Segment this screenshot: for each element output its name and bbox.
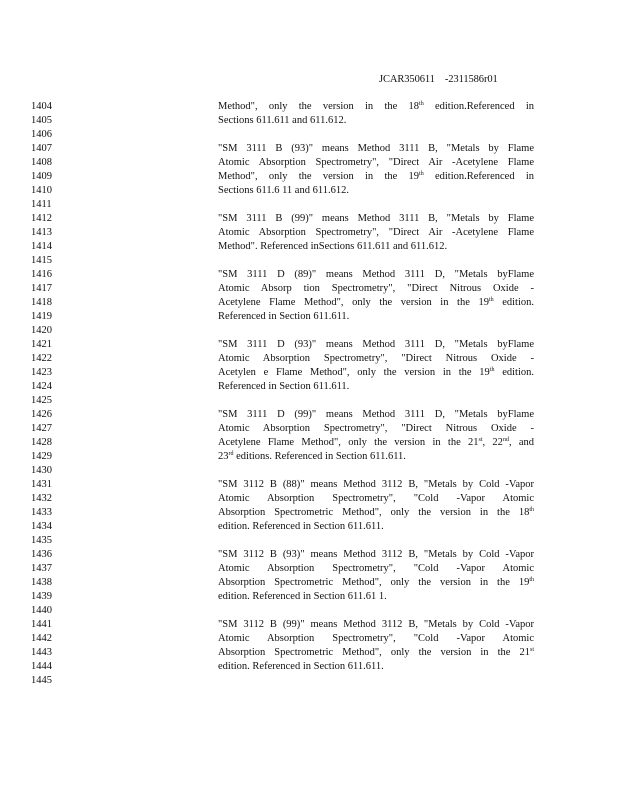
line-text	[218, 156, 534, 170]
text-run: edition.	[493, 297, 534, 308]
line-number: 1406	[31, 129, 52, 140]
line-text	[218, 366, 534, 380]
text-run: Acetylene Flame Method", only the version in the 19	[218, 297, 489, 308]
text-run: edition. Referenced in Section 611.61 1.	[218, 591, 387, 602]
text-run: edition.Referenced in	[423, 171, 534, 182]
text-run: Absorption Spectrometric Method", only the version in the 21	[218, 647, 530, 658]
text-run: , and	[508, 437, 535, 448]
line-number: 1407	[31, 143, 52, 154]
line-text	[218, 590, 534, 604]
text-run: Absorption Spectrometric Method", only the version in the 19	[218, 577, 530, 588]
ordinal-suffix: th	[488, 297, 494, 303]
line-text	[218, 100, 534, 114]
ordinal-suffix: th	[419, 171, 424, 177]
text-run: Atomic Absorption Spectrometry", "Cold -Vapor Atomic	[218, 493, 534, 504]
text-run: edition.	[494, 367, 534, 378]
text-run: Atomic Absorption Spectrometry", "Cold -Vapor Atomic	[218, 563, 534, 574]
line-text	[218, 296, 534, 310]
line-number: 1416	[31, 269, 52, 280]
text-run: Atomic Absorption Spectrometry", "Direct Air -Acetylene Flame	[218, 157, 534, 168]
ordinal-suffix: th	[529, 577, 534, 583]
line-number: 1425	[31, 395, 52, 406]
line-text	[218, 338, 534, 352]
line-number: 1422	[31, 353, 52, 364]
line-text	[218, 408, 534, 422]
text-run: edition.Referenced in	[423, 101, 534, 112]
ordinal-suffix: st	[529, 647, 534, 653]
text-run: Method", only the version in the 18	[218, 101, 420, 112]
line-number: 1405	[31, 115, 52, 126]
line-number: 1427	[31, 423, 52, 434]
line-number: 1412	[31, 213, 52, 224]
text-run: Sections 611.611 and 611.612.	[218, 115, 347, 126]
line-number: 1415	[31, 255, 52, 266]
text-run: Atomic Absorption Spectrometry", "Cold -Vapor Atomic	[218, 633, 534, 644]
line-number: 1411	[31, 199, 52, 210]
line-text	[218, 226, 534, 240]
line-number: 1445	[31, 675, 52, 686]
ordinal-suffix: nd	[502, 437, 509, 443]
line-text	[218, 422, 534, 436]
line-number: 1438	[31, 577, 52, 588]
line-number: 1434	[31, 521, 52, 532]
line-text	[218, 282, 534, 296]
line-text	[218, 212, 534, 226]
line-text	[218, 562, 534, 576]
line-text	[218, 548, 534, 562]
line-text	[218, 170, 534, 184]
line-number: 1439	[31, 591, 52, 602]
line-number: 1433	[31, 507, 52, 518]
text-run: Atomic Absorption Spectrometry", "Direct Air -Acetylene Flame	[218, 227, 534, 238]
text-run: "SM 3111 D (99)" means Method 3111 D, "Metals byFlame	[218, 409, 534, 420]
text-run: "SM 3112 B (93)" means Method 3112 B, "Metals by Cold -Vapor	[218, 549, 534, 560]
text-run: Atomic Absorption Spectrometry", "Direct Nitrous Oxide -	[218, 353, 534, 364]
line-number: 1437	[31, 563, 52, 574]
line-number: 1418	[31, 297, 52, 308]
line-number: 1442	[31, 633, 52, 644]
line-number: 1421	[31, 339, 52, 350]
line-number: 1436	[31, 549, 52, 560]
line-number: 1408	[31, 157, 52, 168]
text-run: "SM 3112 B (99)" means Method 3112 B, "Metals by Cold -Vapor	[218, 619, 534, 630]
line-text	[218, 240, 534, 254]
line-number: 1414	[31, 241, 52, 252]
line-number: 1428	[31, 437, 52, 448]
line-text	[218, 520, 534, 534]
text-run: "SM 3111 B (99)" means Method 3111 B, "Metals by Flame	[218, 213, 534, 224]
ordinal-suffix: rd	[228, 451, 234, 457]
text-run: Referenced in Section 611.611.	[218, 311, 350, 322]
text-run: Atomic Absorption Spectrometry", "Direct Nitrous Oxide -	[218, 423, 534, 434]
line-number: 1410	[31, 185, 52, 196]
line-text	[218, 478, 534, 492]
text-run: editions. Referenced in Section 611.611.	[233, 451, 406, 462]
text-run: Acetylen e Flame Method", only the version in the 19	[218, 367, 490, 378]
line-number: 1443	[31, 647, 52, 658]
line-number: 1420	[31, 325, 52, 336]
line-text	[218, 436, 534, 450]
line-text	[218, 142, 534, 156]
line-text	[218, 114, 534, 128]
line-text	[218, 506, 534, 520]
line-number: 1409	[31, 171, 52, 182]
text-run: "SM 3111 B (93)" means Method 3111 B, "Metals by Flame	[218, 143, 534, 154]
line-number: 1435	[31, 535, 52, 546]
line-number: 1413	[31, 227, 52, 238]
document-header-id: JCAR350611 -2311586r01	[379, 74, 498, 85]
line-text	[218, 380, 534, 394]
line-number: 1441	[31, 619, 52, 630]
text-run: Acetylene Flame Method", only the version in the 21	[218, 437, 479, 448]
line-number: 1404	[31, 101, 52, 112]
text-run: Sections 611.6 11 and 611.612.	[218, 185, 349, 196]
line-number: 1419	[31, 311, 52, 322]
line-number: 1429	[31, 451, 52, 462]
line-number: 1440	[31, 605, 52, 616]
line-text	[218, 450, 534, 464]
ordinal-suffix: th	[419, 101, 424, 107]
line-number: 1430	[31, 465, 52, 476]
line-number: 1432	[31, 493, 52, 504]
line-number: 1426	[31, 409, 52, 420]
text-run: "SM 3111 D (89)" means Method 3111 D, "Metals byFlame	[218, 269, 534, 280]
line-text	[218, 618, 534, 632]
line-text	[218, 268, 534, 282]
line-text	[218, 310, 534, 324]
text-run: "SM 3112 B (88)" means Method 3112 B, "Metals by Cold -Vapor	[218, 479, 534, 490]
text-run: Method", only the version in the 19	[218, 171, 420, 182]
line-text	[218, 352, 534, 366]
text-run: Referenced in Section 611.611.	[218, 381, 350, 392]
text-run: edition. Referenced in Section 611.611.	[218, 661, 384, 672]
line-text	[218, 184, 534, 198]
ordinal-suffix: th	[529, 507, 534, 513]
text-run: Method". Referenced inSections 611.611 and 611.612.	[218, 241, 448, 252]
text-run: Atomic Absorp tion Spectrometry", "Direct Nitrous Oxide -	[218, 283, 534, 294]
line-text	[218, 646, 534, 660]
line-number: 1444	[31, 661, 52, 672]
line-text	[218, 660, 534, 674]
line-text	[218, 576, 534, 590]
text-run: edition. Referenced in Section 611.611.	[218, 521, 384, 532]
text-run: Absorption Spectrometric Method", only the version in the 18	[218, 507, 530, 518]
text-run: "SM 3111 D (93)" means Method 3111 D, "Metals byFlame	[218, 339, 534, 350]
line-number: 1423	[31, 367, 52, 378]
ordinal-suffix: st	[478, 437, 483, 443]
text-run: 23	[218, 451, 229, 462]
line-text	[218, 492, 534, 506]
line-number: 1417	[31, 283, 52, 294]
text-run: , 22	[482, 437, 503, 448]
ordinal-suffix: th	[489, 367, 495, 373]
line-text	[218, 632, 534, 646]
line-number: 1424	[31, 381, 52, 392]
line-number: 1431	[31, 479, 52, 490]
